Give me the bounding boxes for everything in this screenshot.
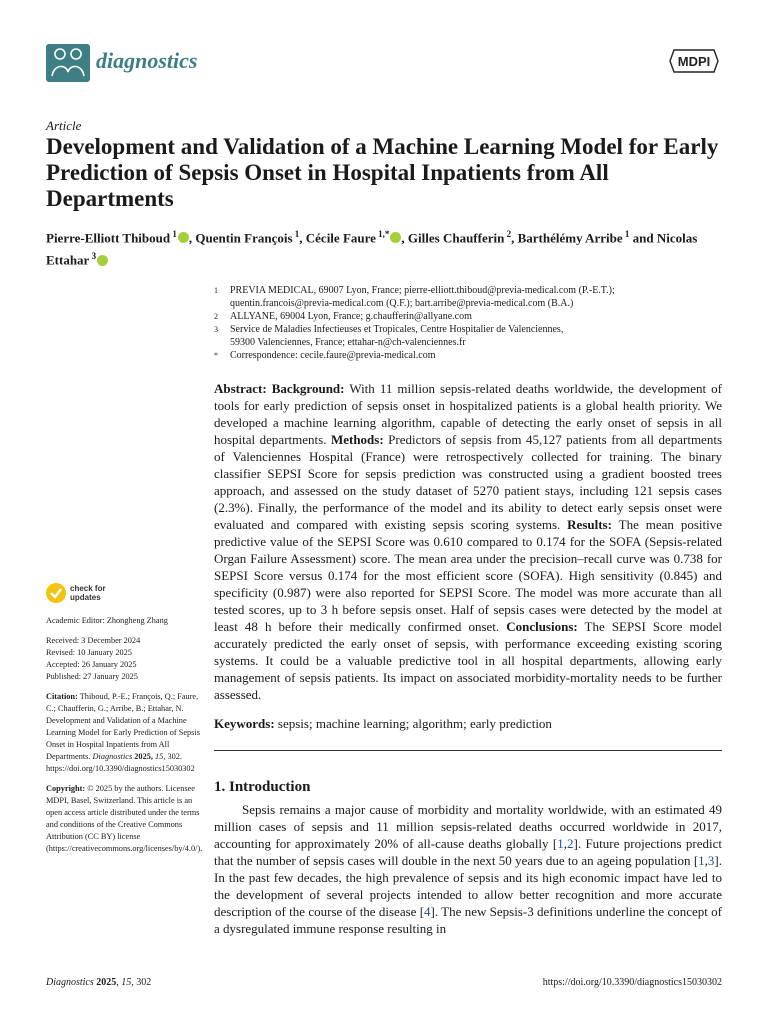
svg-text:MDPI: MDPI xyxy=(677,54,711,69)
orcid-icon[interactable] xyxy=(390,232,401,243)
affiliation-line: 59300 Valenciennes, France; ettahar-n@ch-valenciennes.fr xyxy=(230,337,466,348)
reference-link[interactable]: 4 xyxy=(424,904,431,919)
introduction-body: Sepsis remains a major cause of morbidity and mortality worldwide, with an estimated 49 million cases of sepsis and 11 million sepsis-related deaths occurred worldwide in 2017, accounting for approximately 20% of all-cause deaths globally [1,2]. Future projections predict that the number of sepsis cases will double in the next 50 years due to an ageing population [1,3]. In the past few decades, the high prevalence of sepsis and its high economic impact have led to the development of several projects intended to allow better recognition and more accurate description of the course of the disease [4]. The new Sepsis-3 definitions underline the concept of a dysregulated immune response resulting in xyxy=(214,802,723,936)
affiliations xyxy=(214,284,724,362)
author-name: Gilles Chaufferin xyxy=(407,230,505,246)
reference-link[interactable]: 1 xyxy=(557,836,564,851)
author-affiliation-mark: 1,* xyxy=(375,229,390,239)
reference-link[interactable]: 3 xyxy=(707,853,715,868)
check-updates-line2: updates xyxy=(70,593,101,602)
check-for-updates-button[interactable] xyxy=(46,583,156,605)
divider xyxy=(214,750,722,751)
orcid-icon[interactable] xyxy=(178,232,189,243)
author-affiliation-mark: 2 xyxy=(504,229,512,239)
author-name: Cécile Faure xyxy=(305,230,376,246)
academic-editor: Academic Editor: Zhongheng Zhang xyxy=(46,616,168,625)
reference-link[interactable]: 2 xyxy=(567,836,574,851)
date-received: Received: 3 December 2024 xyxy=(46,636,141,645)
check-updates-icon xyxy=(46,583,66,603)
footer-doi-link[interactable]: https://doi.org/10.3390/diagnostics15030302 xyxy=(542,977,722,988)
orcid-icon[interactable] xyxy=(97,255,108,266)
article-info-sidebar xyxy=(46,615,206,863)
keywords-text: sepsis; machine learning; algorithm; early prediction xyxy=(277,716,552,731)
dates xyxy=(46,635,206,683)
keywords xyxy=(214,716,722,732)
affiliation-line: * Correspondence: cecile.faure@previa-medical.com xyxy=(214,350,436,361)
date-accepted: Accepted: 26 January 2025 xyxy=(46,660,137,669)
author-affiliation-mark: 1 xyxy=(622,229,630,239)
copyright-block: Copyright: © 2025 by the authors. Licensee MDPI, Basel, Switzerland. This article is an open access article distributed under the terms and conditions of the Creative Commons Attribution (CC BY) license (https://creativecommons.org/licenses/by/4.0/). xyxy=(46,784,203,853)
footer-citation: Diagnostics 2025, 15, 302 xyxy=(46,977,152,988)
author-affiliation-mark: 3 xyxy=(89,251,97,262)
affiliation-line: 1 PREVIA MEDICAL, 69007 Lyon, France; pierre-elliott.thiboud@previa-medical.com (P.-E.T.); xyxy=(214,285,615,296)
affiliation-line: 2 ALLYANE, 69004 Lyon, France; g.chaufferin@allyane.com xyxy=(214,311,472,322)
journal-logo-icon xyxy=(46,44,90,82)
check-updates-line1: check for xyxy=(70,584,106,593)
article-type: Article xyxy=(46,118,82,133)
author-name: Barthélémy Arribe xyxy=(517,230,623,246)
date-revised: Revised: 10 January 2025 xyxy=(46,648,132,657)
affiliation-line: quentin.francois@previa-medical.com (Q.F.); bart.arribe@previa-medical.com (B.A.) xyxy=(230,298,574,309)
keywords-label: Keywords: xyxy=(214,716,275,731)
section-heading: 1. Introduction xyxy=(214,779,311,795)
publisher-logo[interactable] xyxy=(668,48,720,74)
author-name: Quentin François xyxy=(195,230,293,246)
author-list: Pierre-Elliott Thiboud $^1$ , Quentin François $^1$, Cécile Faure $^{1,*}$ , Gilles Chaufferin $^2$, Barthélémy Arribe $^1$ and Nicolas Ettahar $^3$ xyxy=(46,229,698,268)
author-name: Pierre-Elliott Thiboud xyxy=(46,230,171,246)
abstract: Abstract: Background: With 11 million sepsis-related deaths worldwide, the development of tools for early prediction of sepsis onset in hospitalized patients is a global health priority. We developed a machine learning algorithm, capable of detecting the early onset of sepsis in all hospital departments. Methods: Predictors of sepsis from 45,127 patients from all departments of Valenciennes Hospital (France) were retrospectively collected for training. The binary classifier SEPSI Score for sepsis prediction was constructed using a gradient boosted trees approach, and assessed on the study dataset of 5270 patient stays, including 121 sepsis cases (2.3%). Finally, the performance of the model and its ability to detect early sepsis onset were evaluated and compared with existing sepsis scoring systems. Results: The mean positive predictive value of the SEPSI Score was 0.610 compared to 0.174 for the SOFA (Sepsis-related Organ Failure Assessment) score. The mean area under the precision–recall curve was 0.738 for SEPSI Score versus 0.174 for the most efficient score (SOFA). High sensitivity (0.845) and specificity (0.987) were also reported for SEPSI Score. The model was more accurate than all tested scores, up to 3 h before sepsis onset. Half of sepsis cases were detected by the model at least 48 h before their medically confirmed onset. Conclusions: The SEPSI Score model accurately predicted the early onset of sepsis, with performance exceeding existing scoring systems. It could be a valuable predictive tool in all hospital departments, allowing early management of sepsis patients. Its impact on associated morbidity-mortality needs to be further assessed. xyxy=(214,381,723,702)
affiliation-line: 3 Service de Maladies Infectieuses et Tropicales, Centre Hospitalier de Valenciennes, xyxy=(214,324,564,335)
article-title: Development and Validation of a Machine Learning Model for Early Prediction of Sepsis Onset in Hospital Inpatients from All Departments xyxy=(46,134,719,211)
author-name: Nicolas Ettahar xyxy=(46,230,698,268)
citation-block: Citation: Thiboud, P.-E.; François, Q.; Faure, C.; Chaufferin, G.; Arribe, B.; Ettahar, N. Development and Validation of a Machine Learning Model for Early Prediction of Sepsis Onset in Hospital Inpatients from All Departments. Diagnostics 2025, 15, 302. https://doi.org/10.3390/diagnostics15030302 xyxy=(46,692,200,773)
reference-link[interactable]: 1 xyxy=(698,853,705,868)
author-affiliation-mark: 1 xyxy=(292,229,300,239)
journal-name[interactable]: diagnostics xyxy=(96,48,198,73)
date-published: Published: 27 January 2025 xyxy=(46,672,138,681)
author-affiliation-mark: 1 xyxy=(170,229,177,239)
